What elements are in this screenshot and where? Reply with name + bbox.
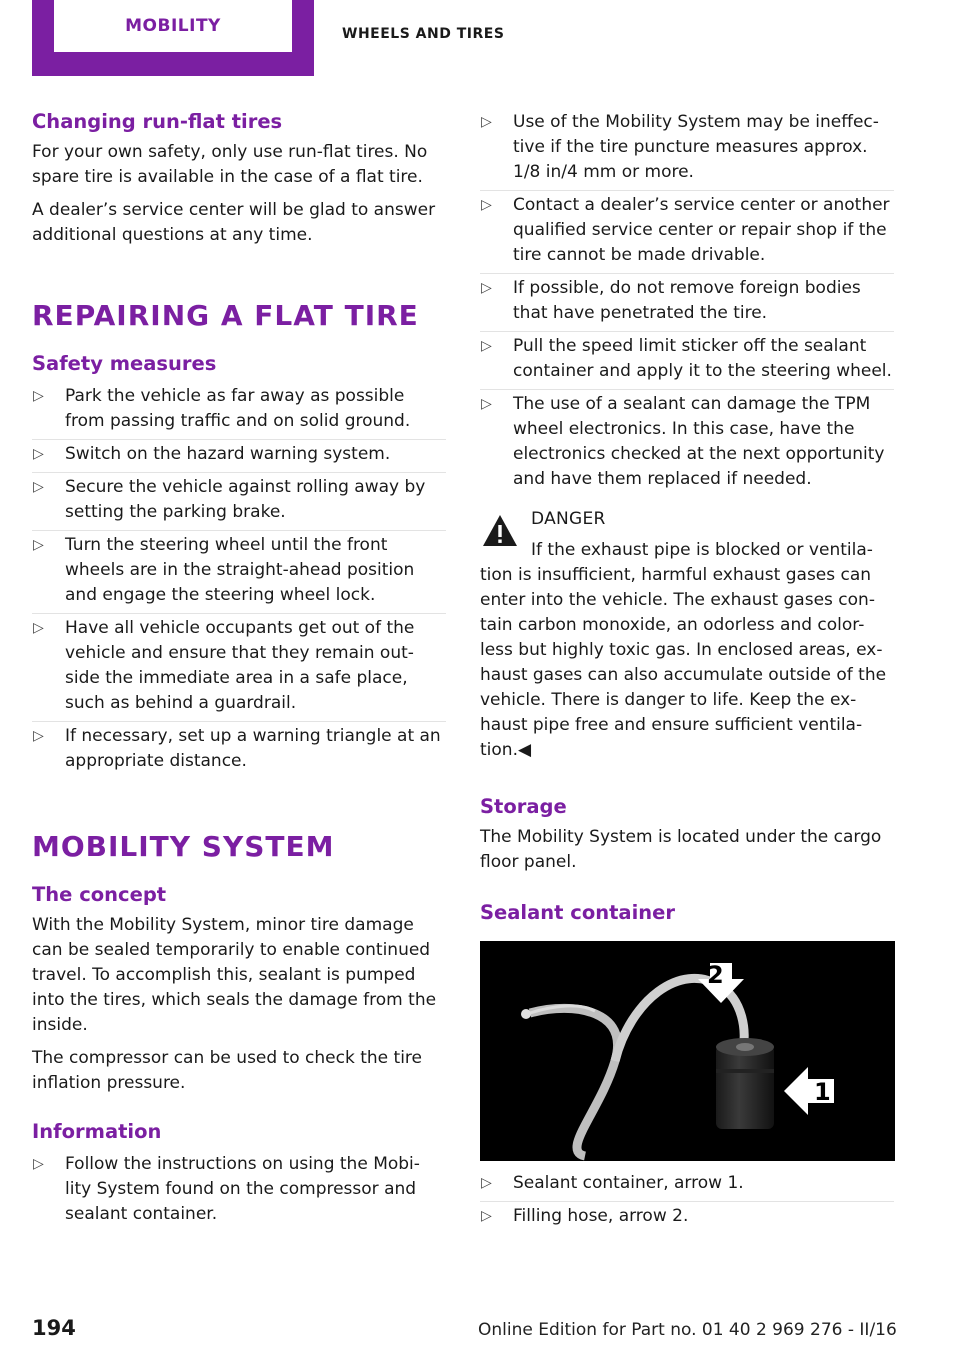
- list-item: ▷ Use of the Mobility System may be ineffec-tive if the tire puncture measures approx. 1/8 in/4 mm or more.: [480, 110, 894, 191]
- sealant-can: [716, 1045, 774, 1129]
- repairing-heading: REPAIRING A FLAT TIRE: [32, 299, 419, 332]
- warning-triangle-icon: [480, 511, 520, 551]
- sealant-container-figure: [480, 941, 895, 1161]
- list-item: ▷ If possible, do not remove foreign bodies that have penetrated the tire.: [480, 276, 894, 332]
- list-item: ▷ Park the vehicle as far away as possible from passing traffic and on solid ground.: [32, 384, 446, 440]
- list-item: ▷ Follow the instructions on using the Mobi-lity System found on the compressor and sealant container.: [33, 1154, 420, 1224]
- bullet-icon: ▷: [481, 114, 492, 130]
- information-list-continued: [480, 110, 894, 497]
- safety-measures-title: Safety measures: [32, 352, 217, 375]
- bullet-icon: ▷: [33, 728, 44, 744]
- sealant-container-title: Sealant container: [480, 901, 675, 924]
- arrow-1-label: 1: [814, 1078, 831, 1106]
- chapter-tab-label: MOBILITY: [54, 0, 292, 52]
- bullet-icon: ▷: [481, 1208, 492, 1224]
- information-list: [32, 1152, 446, 1232]
- changing-paragraph-2: A dealer’s service center will be glad to answer additional questions at any time.: [32, 200, 436, 245]
- bullet-icon: ▷: [33, 446, 44, 462]
- danger-title: DANGER: [531, 509, 606, 529]
- right-column: [480, 108, 894, 1236]
- bullet-icon: ▷: [481, 280, 492, 296]
- list-item: ▷ Filling hose, arrow 2.: [480, 1204, 894, 1234]
- danger-text: If the exhaust pipe is blocked or ventila-tion is insufficient, harmful exhaust gases can enter into the vehicle. The exhaust gases con-tain carbon monoxide, an odorless and color-less but highly toxic gas. In enclosed areas, ex-haust gases can also accumulate outside of the vehicle. There is danger to life. Keep the ex-haust pipe free and ensure sufficient ventila-tion.◀: [480, 540, 887, 760]
- bullet-icon: ▷: [33, 537, 44, 553]
- arrow-2-label: 2: [707, 961, 724, 989]
- list-item: ▷ If necessary, set up a warning triangle at an appropriate distance.: [33, 726, 441, 771]
- page-number: 194: [32, 1316, 76, 1340]
- concept-paragraph-1: With the Mobility System, minor tire damage can be sealed temporarily to enable continued travel. To accomplish this, sealant is pumped into the tires, which seals the damage from the inside.: [32, 915, 437, 1035]
- safety-list: [32, 384, 446, 779]
- left-column: [32, 108, 446, 1234]
- footer-edition-text: Online Edition for Part no. 01 40 2 969 276 - II/16: [478, 1320, 897, 1340]
- list-item: ▷ Turn the steering wheel until the front wheels are in the straight-ahead position and engage the steering wheel lock.: [32, 533, 446, 614]
- list-item: ▷ Switch on the hazard warning system.: [32, 442, 446, 473]
- changing-paragraph-1: For your own safety, only use run-flat tires. No spare tire is available in the case of a flat tire.: [32, 142, 428, 187]
- chapter-tab: [32, 0, 314, 76]
- bullet-icon: ▷: [481, 1175, 492, 1191]
- hose-nozzle: [521, 1009, 531, 1019]
- danger-warning: [480, 507, 894, 763]
- bullet-icon: ▷: [33, 479, 44, 495]
- list-item: ▷ Secure the vehicle against rolling away by setting the parking brake.: [32, 475, 446, 531]
- information-title: Information: [32, 1120, 162, 1143]
- concept-title: The concept: [32, 883, 167, 906]
- bullet-icon: ▷: [481, 396, 492, 412]
- list-item: ▷ Contact a dealer’s service center or another qualified service center or repair shop if the tire cannot be made drivable.: [480, 193, 894, 274]
- hose-loop-lower: [530, 1008, 618, 1156]
- changing-run-flat-title: Changing run-flat tires: [32, 110, 283, 133]
- mobility-system-heading: MOBILITY SYSTEM: [32, 830, 335, 863]
- sealant-list: [480, 1171, 894, 1234]
- bullet-icon: ▷: [33, 388, 44, 404]
- list-item: ▷ The use of a sealant can damage the TPM wheel electronics. In this case, have the electronics checked at the next opportunity and have them replaced if needed.: [481, 394, 885, 489]
- section-label: WHEELS AND TIRES: [342, 26, 505, 42]
- bullet-icon: ▷: [33, 1156, 44, 1172]
- bullet-icon: ▷: [481, 197, 492, 213]
- list-item: ▷ Sealant container, arrow 1.: [480, 1171, 894, 1202]
- storage-text: The Mobility System is located under the cargo floor panel.: [480, 827, 882, 872]
- storage-title: Storage: [480, 795, 567, 818]
- sealant-container-illustration: [480, 941, 895, 1161]
- list-item: ▷ Pull the speed limit sticker off the sealant container and apply it to the steering wheel.: [480, 334, 894, 390]
- concept-paragraph-2: The compressor can be used to check the tire inflation pressure.: [32, 1048, 422, 1093]
- list-item: ▷ Have all vehicle occupants get out of the vehicle and ensure that they remain out-side the immediate area in a safe place, such as behind a guardrail.: [32, 616, 446, 722]
- bullet-icon: ▷: [481, 338, 492, 354]
- bullet-icon: ▷: [33, 620, 44, 636]
- page-header: [0, 0, 960, 80]
